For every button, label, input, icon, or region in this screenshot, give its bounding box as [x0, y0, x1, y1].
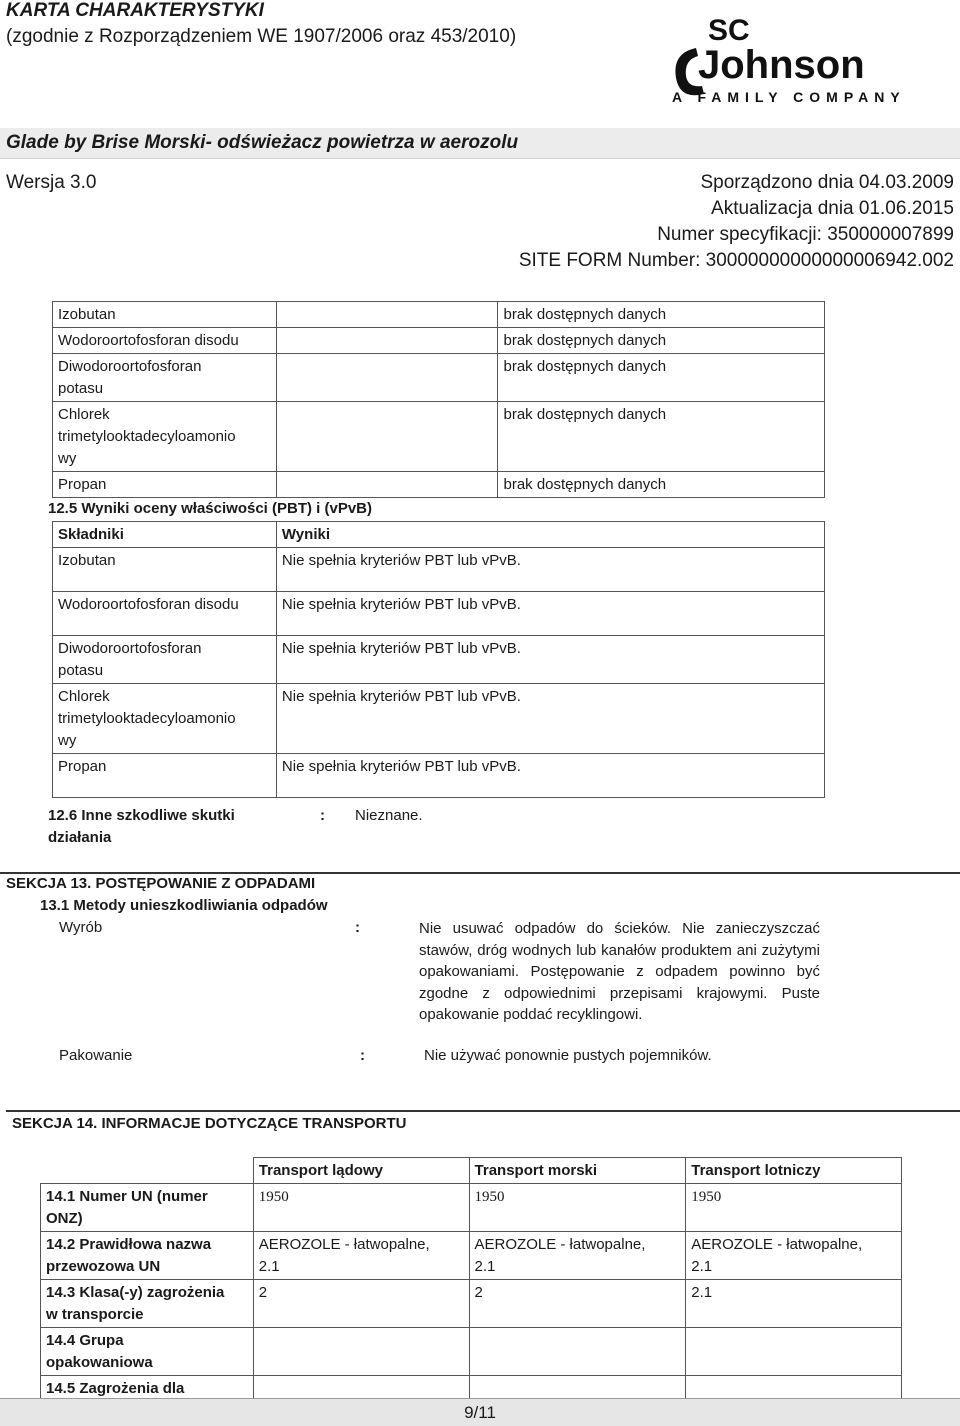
section-12-6-colon: : [320, 807, 325, 824]
transport-value: 1950 [469, 1184, 686, 1232]
empty-cell [276, 328, 498, 354]
pbt-table [52, 521, 825, 798]
component-name: Chlorek trimetylooktadecyloamonio wy [53, 684, 277, 754]
spec-number: Numer specyfikacji: 350000007899 [657, 224, 954, 245]
sc-johnson-logo [668, 8, 906, 108]
product-waste-label: Wyrób [59, 919, 103, 936]
prepared-date: Sporządzono dnia 04.03.2009 [700, 172, 954, 193]
transport-value: 2 [469, 1280, 686, 1328]
table-row [53, 754, 825, 798]
component-name: Propan [53, 754, 277, 798]
component-value: brak dostępnych danych [498, 402, 825, 472]
component-name: Chlorek trimetylooktadecyloamonio wy [53, 402, 277, 472]
component-name: Diwodoroortofosforan potasu [53, 636, 277, 684]
logo-sc-text: SC [708, 14, 750, 47]
table-row [53, 354, 825, 402]
transport-header-empty [41, 1158, 254, 1184]
table-row [53, 636, 825, 684]
section-divider-14 [6, 1110, 960, 1112]
transport-col-air: Transport lotniczy [686, 1158, 902, 1184]
component-name: Propan [53, 472, 277, 498]
section-12-6-value: Nieznane. [355, 807, 423, 824]
transport-value: 2 [253, 1280, 469, 1328]
transport-table [40, 1157, 902, 1402]
packaging-text: Nie używać ponownie pustych pojemników. [424, 1047, 712, 1064]
section-12-5-heading: 12.5 Wyniki oceny właściwości (PBT) i (vPvB) [48, 500, 373, 517]
transport-value: 1950 [686, 1184, 902, 1232]
transport-row-label: 14.4 Grupa opakowaniowa [41, 1328, 254, 1376]
table-row [53, 592, 825, 636]
transport-col-sea: Transport morski [469, 1158, 686, 1184]
logo-tagline: A FAMILY COMPANY [672, 89, 906, 105]
pbt-result: Nie spełnia kryteriów PBT lub vPvB. [276, 684, 824, 754]
component-name: Wodoroortofosforan disodu [53, 328, 277, 354]
table-row [53, 402, 825, 472]
table-row [53, 472, 825, 498]
updated-date: Aktualizacja dnia 01.06.2015 [711, 198, 954, 219]
component-name: Izobutan [53, 548, 277, 592]
transport-row-label: 14.3 Klasa(-y) zagrożenia w transporcie [41, 1280, 254, 1328]
section-12-6-label: 12.6 Inne szkodliwe skutki [48, 807, 235, 824]
table-row [53, 302, 825, 328]
product-waste-colon: : [355, 919, 360, 936]
pbt-col-components: Składniki [53, 522, 277, 548]
page-number: 9/11 [464, 1403, 496, 1422]
transport-value: 1950 [253, 1184, 469, 1232]
transport-value: AEROZOLE - łatwopalne, 2.1 [469, 1232, 686, 1280]
table-row [53, 548, 825, 592]
pbt-result: Nie spełnia kryteriów PBT lub vPvB. [276, 636, 824, 684]
empty-cell [276, 302, 498, 328]
pbt-result: Nie spełnia kryteriów PBT lub vPvB. [276, 592, 824, 636]
transport-value [469, 1328, 686, 1376]
document-subtitle: (zgodnie z Rozporządzeniem WE 1907/2006 oraz 453/2010) [6, 26, 517, 47]
logo-johnson-text: Johnson [698, 43, 865, 87]
pbt-result: Nie spełnia kryteriów PBT lub vPvB. [276, 548, 824, 592]
table-row [53, 684, 825, 754]
transport-value [253, 1328, 469, 1376]
site-form-number: SITE FORM Number: 30000000000000006942.002 [518, 250, 954, 271]
pbt-result: Nie spełnia kryteriów PBT lub vPvB. [276, 754, 824, 798]
version-label: Wersja 3.0 [6, 172, 97, 193]
table-row [53, 328, 825, 354]
continuation-table [52, 301, 825, 498]
table-row [41, 1232, 902, 1280]
transport-row-label: 14.2 Prawidłowa nazwa przewozowa UN [41, 1232, 254, 1280]
pbt-col-results: Wyniki [276, 522, 824, 548]
transport-row-label: 14.5 Zagrożenia dla [41, 1376, 254, 1402]
document-title: KARTA CHARAKTERYSTYKI [6, 0, 264, 21]
transport-value: 2.1 [686, 1280, 902, 1328]
section-13-heading: SEKCJA 13. POSTĘPOWANIE Z ODPADAMI [6, 875, 316, 892]
transport-value: AEROZOLE - łatwopalne, 2.1 [686, 1232, 902, 1280]
component-value: brak dostępnych danych [498, 354, 825, 402]
empty-cell [276, 354, 498, 402]
empty-cell [276, 402, 498, 472]
transport-row-label: 14.1 Numer UN (numer ONZ) [41, 1184, 254, 1232]
section-14-heading: SEKCJA 14. INFORMACJE DOTYCZĄCE TRANSPORTU [12, 1115, 407, 1132]
section-13-1-heading: 13.1 Metody unieszkodliwiania odpadów [40, 897, 328, 914]
transport-value [686, 1328, 902, 1376]
table-row [41, 1184, 902, 1232]
table-row [41, 1328, 902, 1376]
component-name: Izobutan [53, 302, 277, 328]
component-value: brak dostępnych danych [498, 302, 825, 328]
component-name: Diwodoroortofosforan potasu [53, 354, 277, 402]
packaging-label: Pakowanie [59, 1047, 133, 1064]
packaging-colon: : [360, 1047, 365, 1064]
transport-value: AEROZOLE - łatwopalne, 2.1 [253, 1232, 469, 1280]
product-waste-text: Nie usuwać odpadów do ścieków. Nie zanieczyszczać stawów, dróg wodnych lub kanałów produktem ani zużytymi opakowaniami. Postępowanie z odpadem powinno być zgodne z odpowiednimi przepisami krajowymi. Puste opakowanie poddać recyklingowi. [419, 920, 820, 1023]
transport-col-land: Transport lądowy [253, 1158, 469, 1184]
component-value: brak dostępnych danych [498, 472, 825, 498]
component-name: Wodoroortofosforan disodu [53, 592, 277, 636]
product-name: Glade by Brise Morski- odświeżacz powietrza w aerozolu [6, 132, 519, 153]
table-row [41, 1280, 902, 1328]
section-divider [0, 872, 960, 874]
component-value: brak dostępnych danych [498, 328, 825, 354]
section-12-6-label-cont: działania [48, 829, 112, 846]
empty-cell [276, 472, 498, 498]
